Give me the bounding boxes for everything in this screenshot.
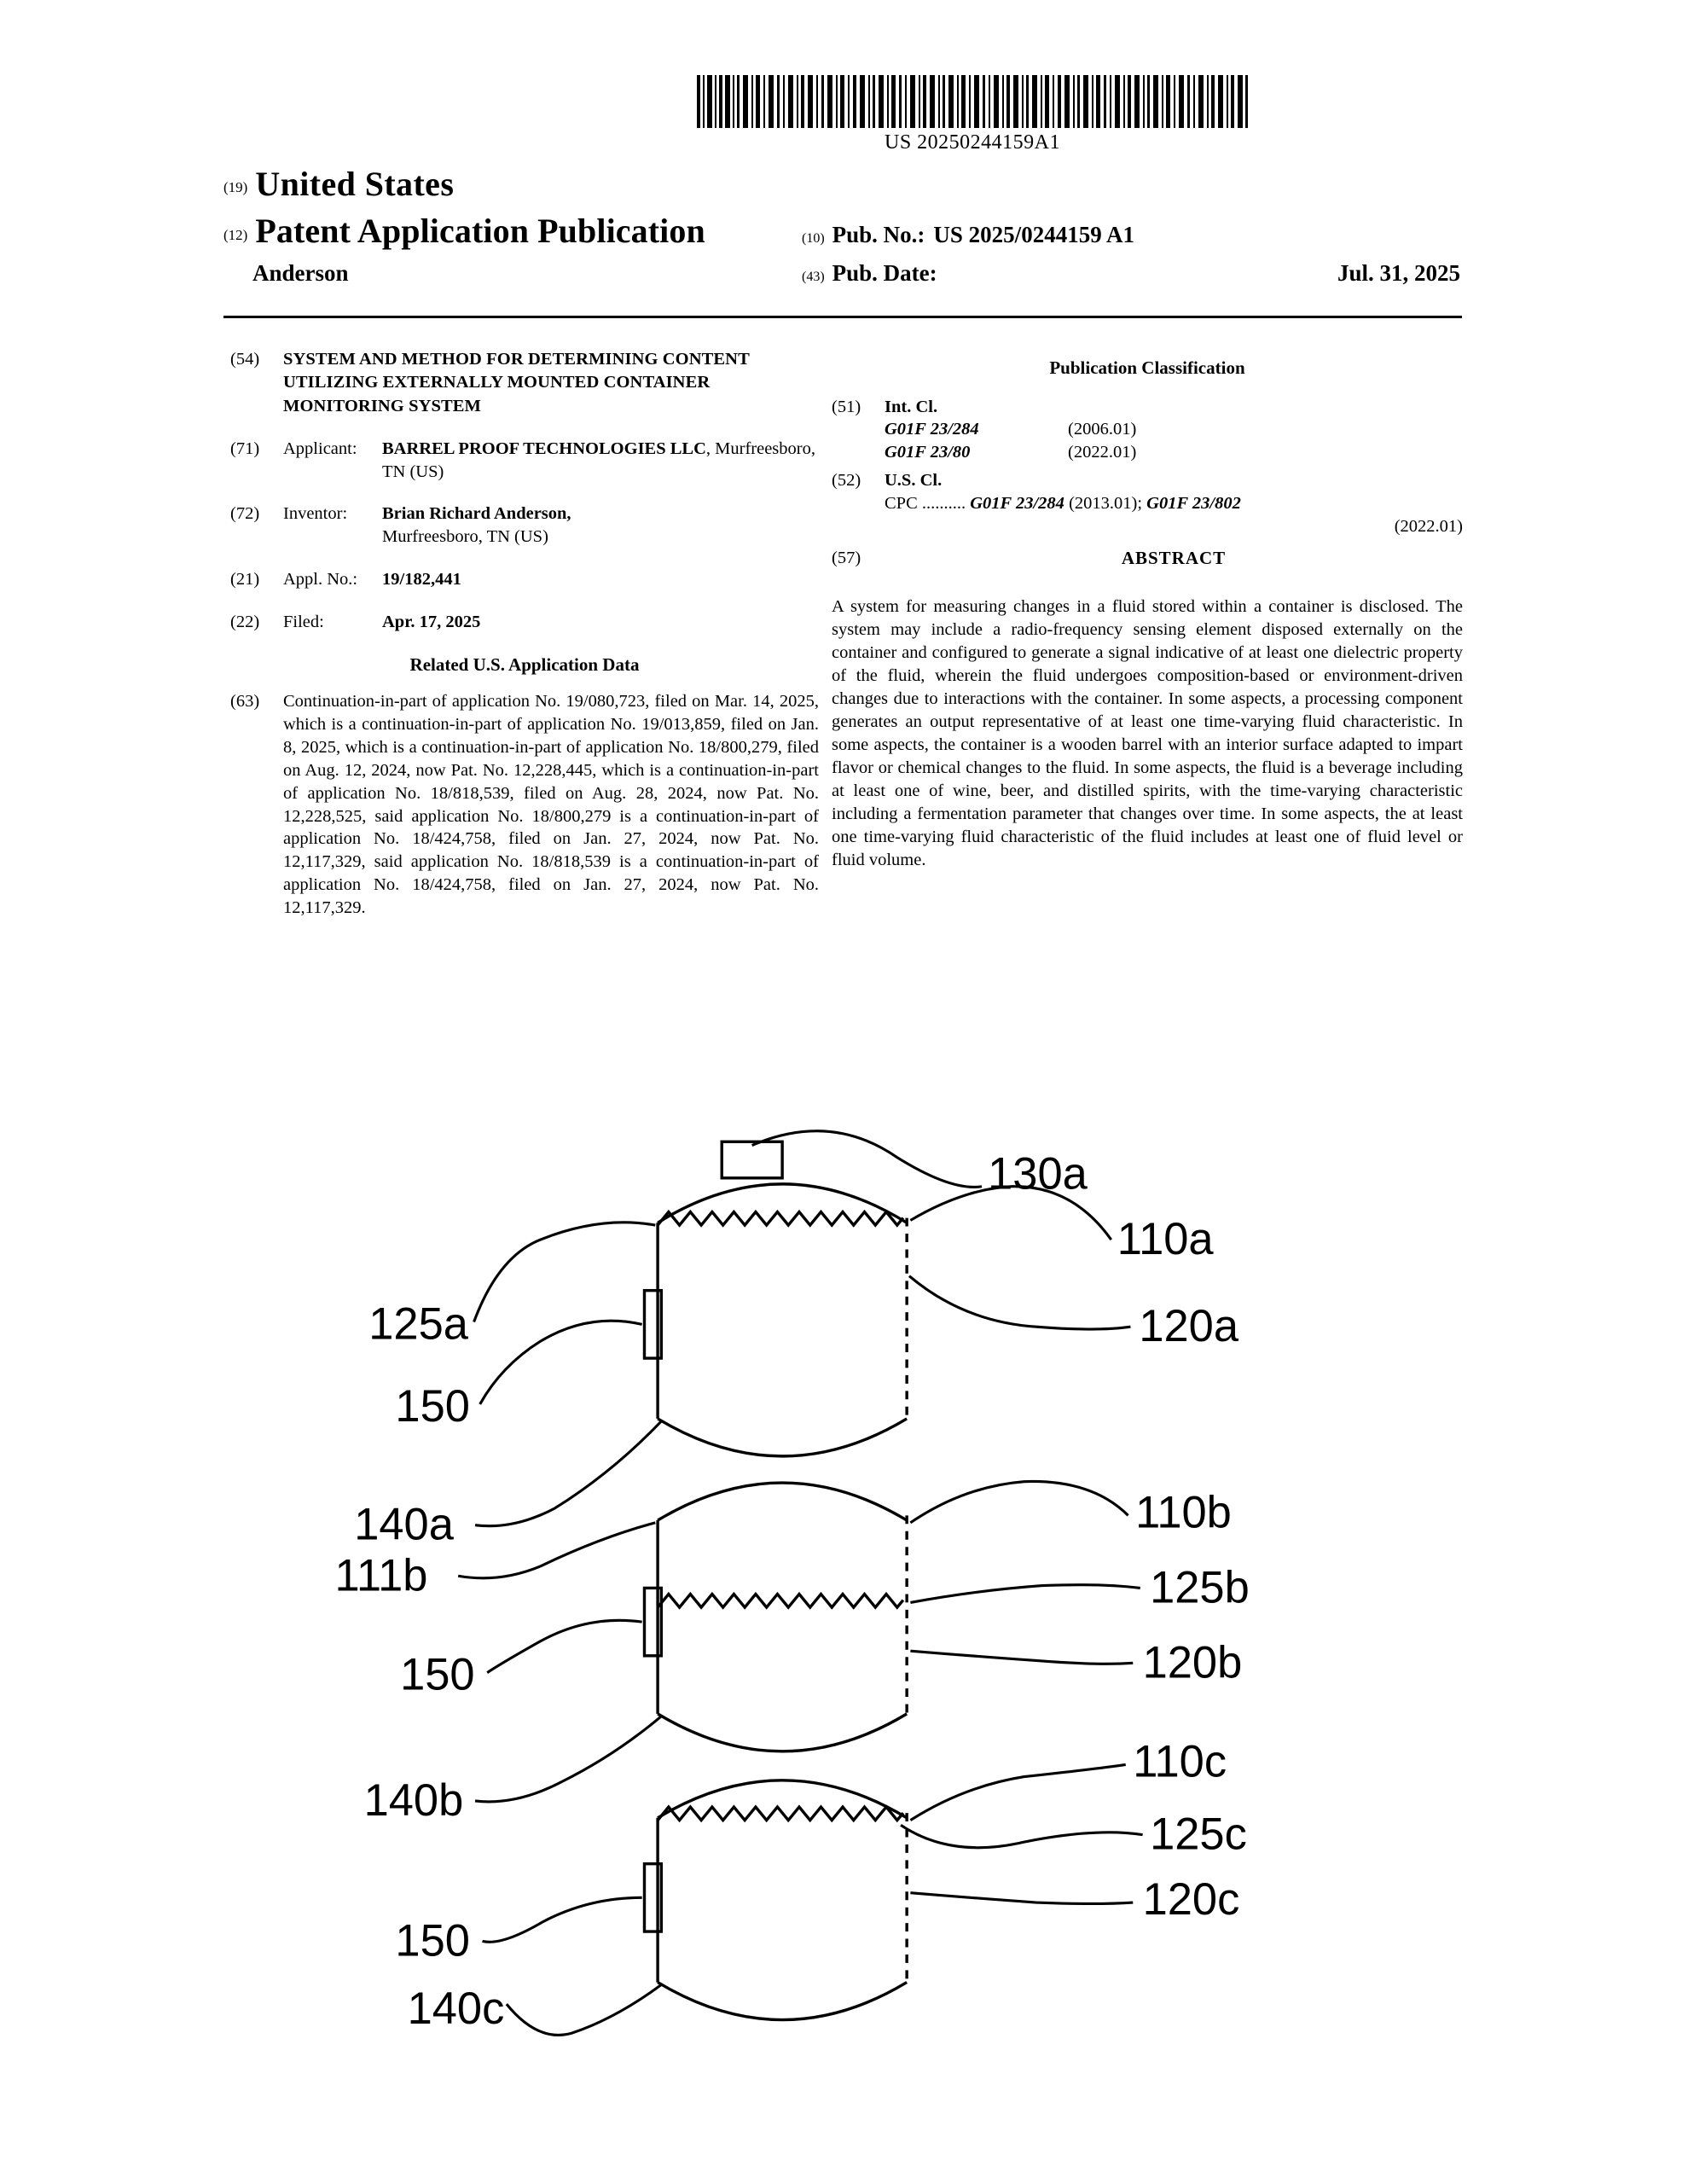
field-code-21: (21) — [230, 570, 260, 590]
leader-lines — [458, 1131, 1142, 2036]
cpc-version-1: (2013.01); — [1064, 493, 1147, 513]
int-cl-version: (2022.01) — [1068, 443, 1137, 462]
fluid-level-125a — [658, 1212, 903, 1226]
int-cl-label: Int. Cl. — [885, 397, 938, 416]
abstract-heading: ABSTRACT — [1121, 547, 1227, 568]
ref-label-150-b: 150 — [400, 1650, 475, 1700]
field-code-72: (72) — [230, 504, 260, 524]
appl-no-label: Appl. No.: — [283, 570, 358, 590]
stacked-barrel-monitoring-diagram — [223, 1109, 1462, 2065]
ref-label-140a: 140a — [354, 1500, 454, 1550]
barrel-a-bottom-140a — [658, 1419, 907, 1456]
field-int-cl — [832, 396, 1463, 465]
inventor-label: Inventor: — [283, 504, 348, 524]
barrel-b-bottom-140b — [658, 1714, 907, 1751]
barcode-number: US 20250244159A1 — [884, 131, 1060, 154]
filed-label: Filed: — [283, 612, 324, 631]
publication-classification-heading: Publication Classification — [1049, 357, 1245, 378]
ref-label-111b: 111b — [334, 1551, 428, 1601]
ref-label-120a: 120a — [1139, 1302, 1238, 1352]
field-filed — [230, 611, 819, 634]
reference-numerals — [335, 1150, 1250, 2034]
field-code-71: (71) — [230, 439, 260, 458]
leader-125c — [901, 1825, 1143, 1847]
barrel-c-bottom-140c — [658, 1983, 907, 2020]
field-code-63: (63) — [230, 692, 260, 712]
field-code-22: (22) — [230, 612, 260, 631]
code-10: (10) — [802, 231, 825, 246]
dome-top-110b — [658, 1483, 907, 1520]
ref-label-130a: 130a — [988, 1149, 1088, 1199]
int-cl-version: (2006.01) — [1068, 420, 1137, 439]
barcode-image — [695, 75, 1250, 128]
int-cl-row — [885, 418, 1463, 441]
ref-label-120b: 120b — [1142, 1638, 1243, 1688]
invention-title: SYSTEM AND METHOD FOR DETERMINING CONTENT UTILIZING EXTERNALLY MOUNTED CONTAINER MONITORING SYSTEM — [283, 350, 750, 415]
publication-number-value: US 2025/0244159 A1 — [933, 222, 1134, 247]
leader-150-c — [483, 1897, 642, 1942]
leader-140a — [475, 1421, 661, 1526]
related-application-heading: Related U.S. Application Data — [409, 653, 640, 675]
header-divider-rule — [223, 316, 1462, 318]
abstract-heading-row — [832, 547, 1463, 571]
barrel-c — [644, 1780, 907, 2020]
field-applicant — [230, 438, 819, 484]
primary-author: Anderson — [252, 260, 349, 286]
leader-140b — [475, 1716, 661, 1802]
field-appl-no — [230, 568, 819, 591]
applicant-name: BARREL PROOF TECHNOLOGIES LLC — [382, 439, 706, 458]
ref-label-125b: 125b — [1150, 1563, 1250, 1613]
publication-date-value: Jul. 31, 2025 — [1337, 260, 1460, 286]
field-code-57: (57) — [832, 548, 861, 567]
filed-value: Apr. 17, 2025 — [382, 612, 481, 631]
cpc-symbol-1: G01F 23/284 — [970, 493, 1064, 513]
leader-110b — [910, 1481, 1128, 1522]
field-us-cl — [832, 469, 1463, 538]
leader-150-a — [480, 1321, 642, 1404]
ref-label-110c: 110c — [1133, 1737, 1227, 1787]
document-type-title: Patent Application Publication — [255, 212, 705, 250]
ref-label-110a: 110a — [1117, 1215, 1214, 1265]
bibliographic-left-column — [230, 348, 819, 939]
cpc-row — [885, 492, 1463, 515]
ref-label-140b: 140b — [363, 1775, 464, 1826]
int-cl-row — [885, 441, 1463, 464]
applicant-location: , Murfreesboro, TN (US) — [382, 439, 815, 481]
applicant-label: Applicant: — [283, 439, 357, 458]
ref-label-150-c: 150 — [395, 1916, 470, 1966]
document-header — [223, 166, 1460, 287]
publication-number-label: Pub. No.: — [832, 222, 925, 247]
ref-label-125c: 125c — [1150, 1809, 1247, 1860]
cpc-prefix: CPC .......... — [885, 493, 966, 513]
inventor-location: Murfreesboro, TN (US) — [382, 527, 548, 547]
appl-no-value: 19/182,441 — [382, 570, 461, 590]
fluid-level-125c — [658, 1807, 903, 1821]
publication-date-label: Pub. Date: — [832, 260, 937, 286]
leader-140c — [507, 1984, 661, 2035]
bibliographic-right-column — [832, 348, 1463, 872]
inventor-name: Brian Richard Anderson, — [382, 504, 571, 524]
field-code-52: (52) — [832, 471, 861, 491]
field-inventor — [230, 502, 819, 549]
related-application-text: Continuation-in-part of application No. 19/080,723, filed on Mar. 14, 2025, which is a continuation-in-part of application No. 19/013,859, filed on Jan. 8, 2025, which is a continuation-in-part of application No. 18/800,279, filed on Aug. 12, 2024, now Pat. No. 12,228,445, which is a continuation-in-part of application No. 18/818,539, filed on Aug. 28, 2024, now Pat. No. 12,228,525, said application No. 18/800,279 is a continuation-in-part of application No. 18/424,758, filed on Jan. 27, 2024, now Pat. No. 12,117,329, said application No. 18/818,539 is a continuation-in-part of application No. 18/424,758, filed on Jan. 27, 2024, now Pat. No. 12,117,329. — [283, 692, 819, 917]
ref-label-150-a: 150 — [395, 1381, 470, 1432]
leader-111b — [458, 1523, 655, 1578]
leader-120b — [910, 1651, 1133, 1664]
int-cl-symbol: G01F 23/284 — [885, 420, 979, 439]
leader-130a — [752, 1131, 982, 1188]
fluid-level-125b — [658, 1594, 903, 1608]
cpc-version-2: (2022.01) — [1394, 516, 1463, 536]
int-cl-symbol: G01F 23/80 — [885, 443, 971, 462]
field-code-51: (51) — [832, 397, 861, 416]
code-19: (19) — [223, 179, 248, 195]
leader-120c — [910, 1893, 1133, 1904]
us-cl-label: U.S. Cl. — [885, 471, 943, 491]
ref-label-140c: 140c — [407, 1984, 505, 2034]
code-12: (12) — [223, 227, 248, 243]
ref-label-125a: 125a — [368, 1299, 468, 1350]
barcode-block — [695, 75, 1250, 154]
figure-container — [223, 1109, 1462, 2065]
code-43: (43) — [802, 270, 825, 284]
abstract-text: A system for measuring changes in a fluid stored within a container is disclosed. The system may include a radio-frequency sensing element disposed externally on the container and configured to generate a signal indicative of at least one dielectric property of the fluid, wherein the fluid undergoes composition-based or environment-driven changes due to interactions with the container. In some aspects, a processing component generates an output representative of at least one time-varying fluid characteristic. In some aspects, the container is a wooden barrel with an interior surface adapted to impart flavor or chemical changes to the fluid. In some aspects, the fluid is a beverage including at least one of wine, beer, and distilled spirits, with the time-varying characteristic including a fermentation parameter that changes over time. In some aspects, the at least one time-varying fluid characteristic of the fluid includes at least one of fluid level or fluid volume. — [832, 597, 1463, 869]
field-code-54: (54) — [230, 350, 260, 369]
cpc-symbol-2: G01F 23/802 — [1146, 493, 1241, 513]
field-related-data — [230, 690, 819, 919]
country-title: United States — [255, 165, 455, 203]
leader-110c — [910, 1764, 1125, 1820]
barrel-a — [644, 1141, 907, 1456]
leader-150-b — [487, 1620, 641, 1672]
field-title — [230, 348, 819, 418]
barrel-b — [644, 1483, 907, 1751]
leader-125a — [474, 1223, 656, 1322]
fitting-130a — [722, 1141, 782, 1178]
ref-label-110b: 110b — [1135, 1488, 1232, 1538]
leader-125b — [910, 1585, 1140, 1603]
leader-120a — [909, 1276, 1130, 1329]
ref-label-120c: 120c — [1142, 1875, 1240, 1926]
